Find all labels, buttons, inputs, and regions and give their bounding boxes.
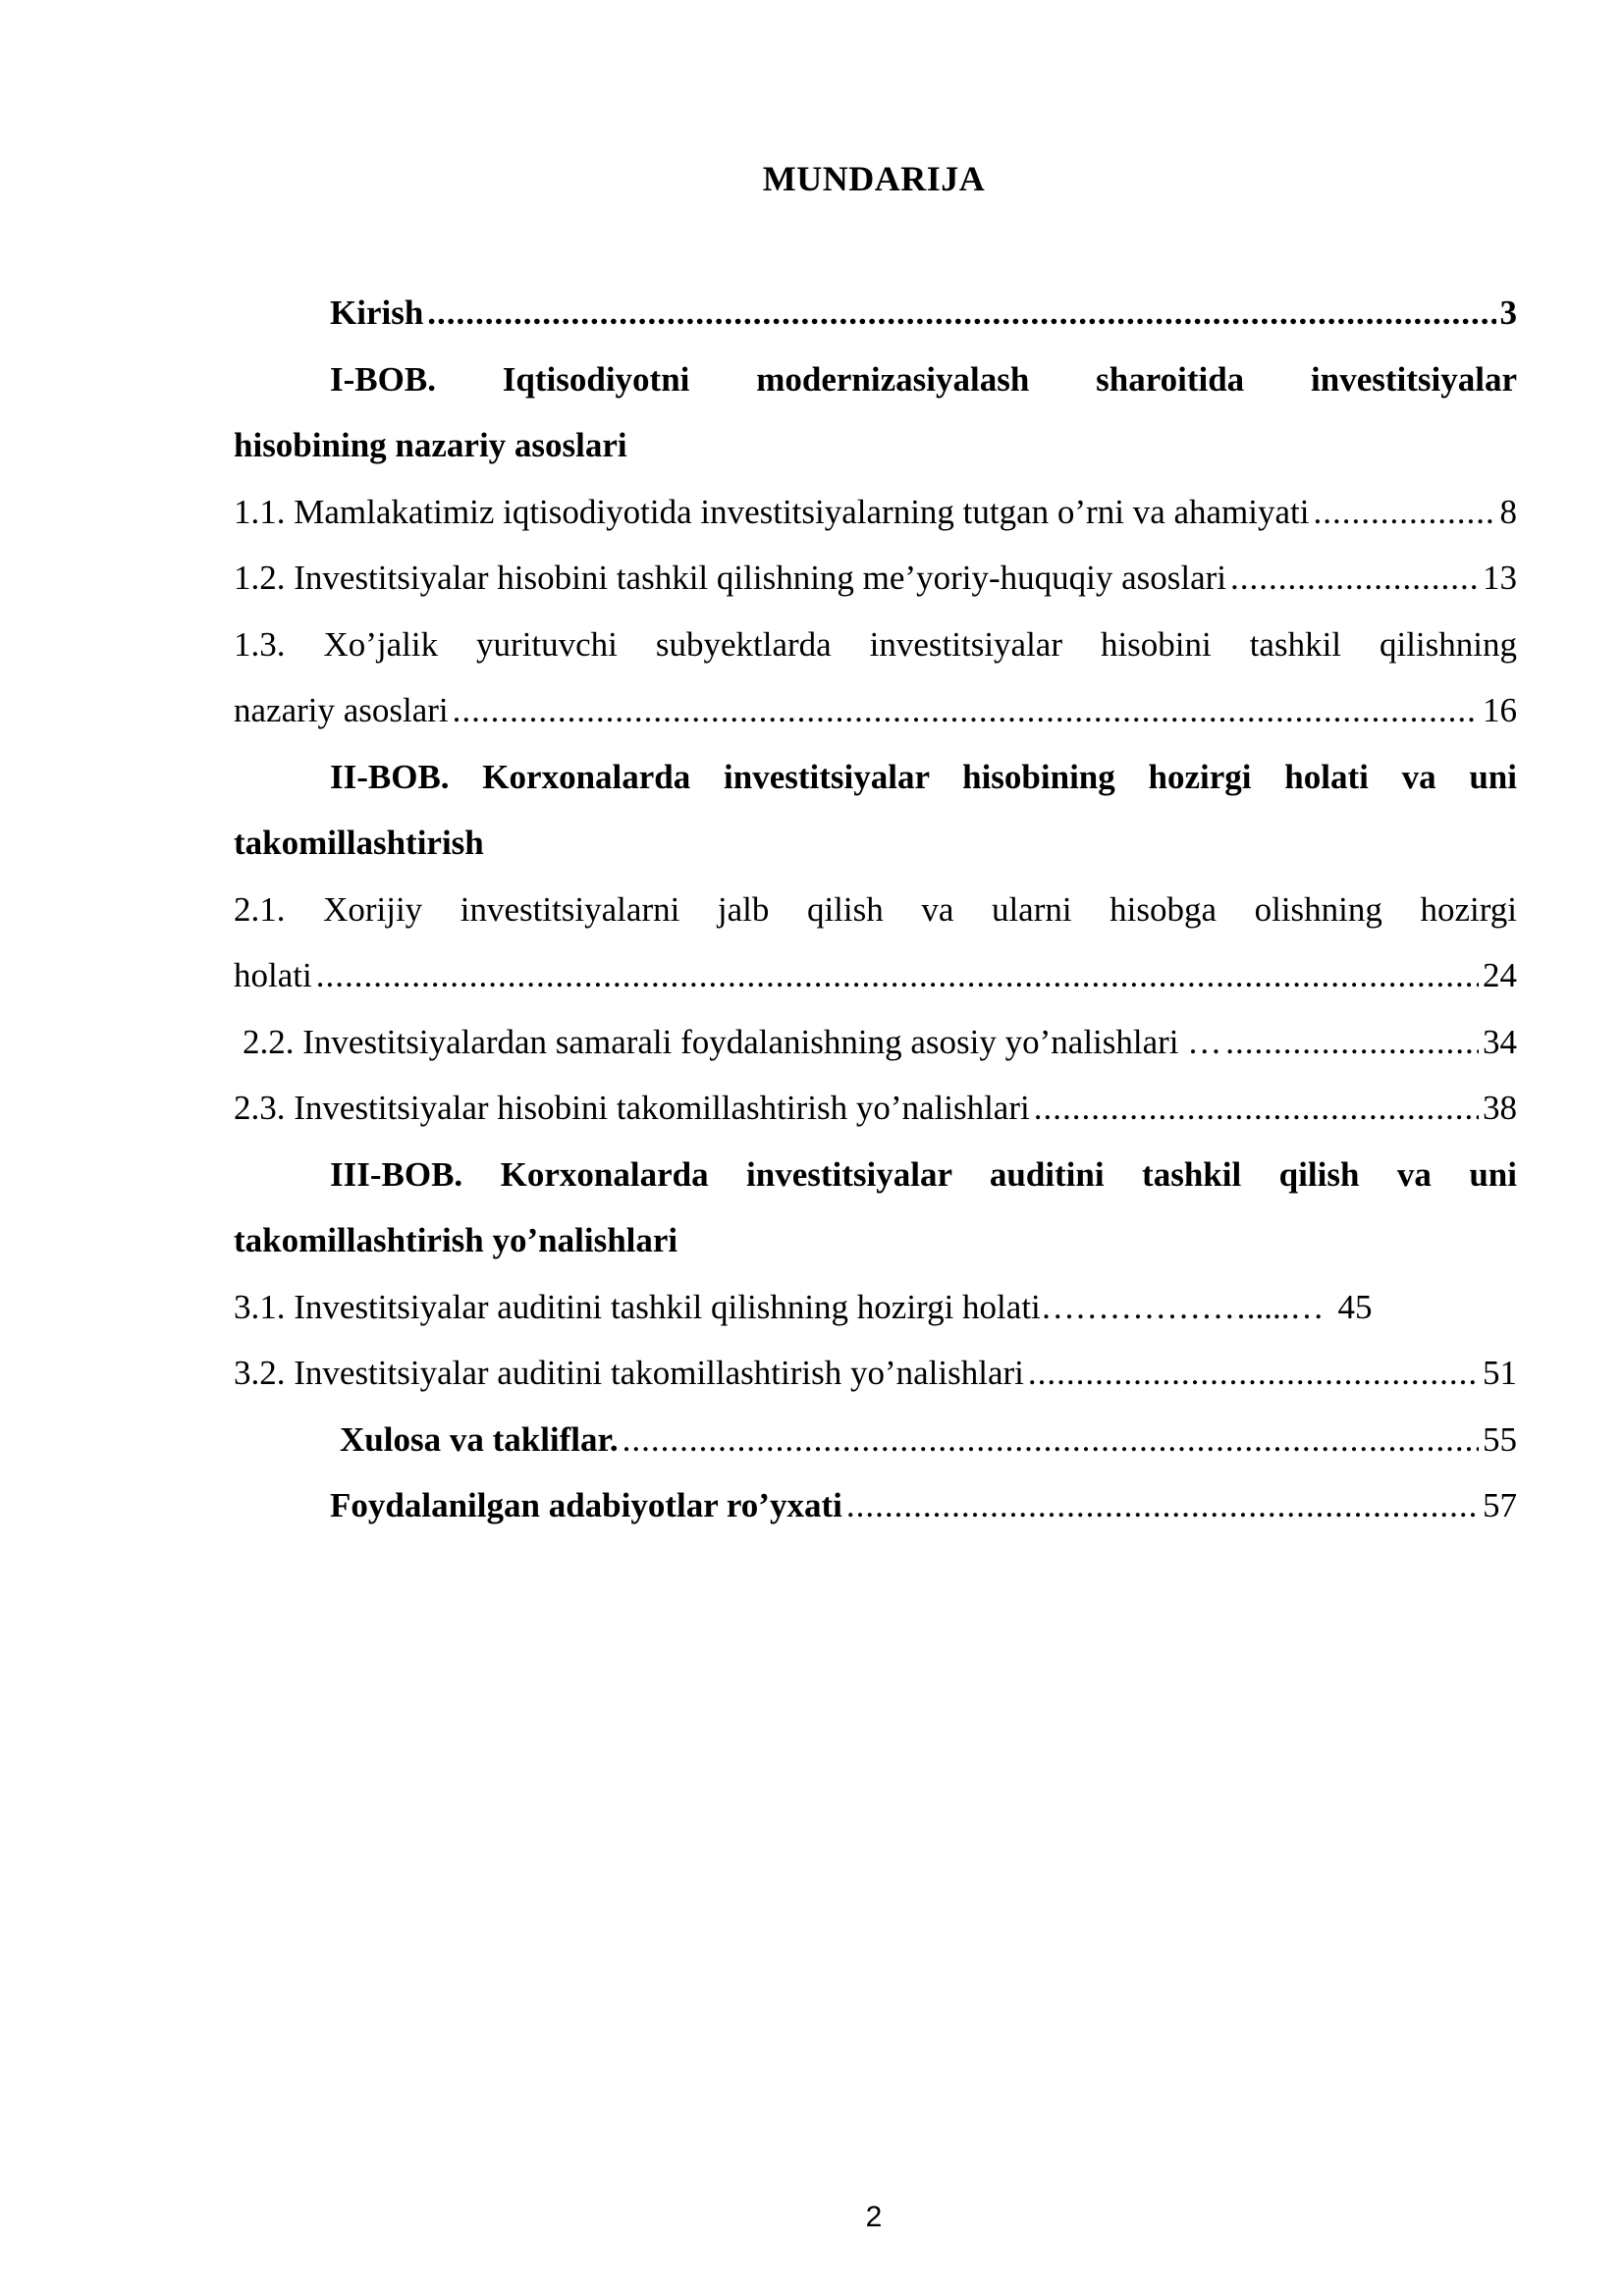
toc-entry-2-1-cont[interactable] [234,942,1517,1009]
dot-leader [1028,1340,1479,1407]
toc-entry-page: 38 [1483,1089,1517,1127]
dot-leader [623,1407,1479,1473]
toc-entry-1-1[interactable] [234,479,1517,546]
dot-leader [1230,545,1479,612]
toc-entry-label: holati [234,956,312,994]
dot-leader [1313,479,1495,546]
toc-entry-label: 2.2. Investitsiyalardan samarali foydalanishning asosiy yo’nalishlari … [243,1022,1222,1061]
dot-leader [316,942,1479,1009]
toc-entry-page: 24 [1483,956,1517,994]
toc-entry-page: 34 [1483,1022,1517,1061]
toc-entry-page: 16 [1483,691,1517,729]
dot-leader [1034,1075,1479,1142]
toc-entry-xulosa[interactable] [234,1407,1517,1473]
toc-entry-3-2[interactable] [234,1340,1517,1407]
toc-entry-page: 3 [1499,294,1517,332]
toc-chapter-3-heading-cont[interactable]: takomillashtirish yo’nalishlari [234,1221,678,1259]
dot-leader [1225,1009,1479,1076]
toc-entry-label: 3.1. Investitsiyalar auditini tashkil qilishning hozirgi holati……………….....… [234,1287,1325,1326]
page-title: MUNDARIJA [762,159,986,198]
toc-entry-kirish[interactable] [234,280,1517,347]
toc-chapter-2-heading-cont[interactable]: takomillashtirish [234,824,484,862]
toc-entry-1-3[interactable]: 1.3. Xo’jalik yurituvchi subyektlarda investitsiyalar hisobini tashkil qilishning [234,624,1517,664]
toc-entry-2-3[interactable] [234,1075,1517,1142]
dot-leader [846,1472,1479,1539]
toc-entry-page: 45 [1337,1287,1373,1326]
toc-entry-label: 3.2. Investitsiyalar auditini takomillashtirish yo’nalishlari [234,1354,1024,1392]
toc-chapter-3-heading[interactable]: III-BOB. Korxonalarda investitsiyalar auditini tashkil qilish va uni [330,1154,1517,1194]
toc-chapter-1-heading[interactable]: I-BOB. Iqtisodiyotni modernizasiyalash sharoitida investitsiyalar [330,359,1517,399]
toc-entry-label: Foydalanilgan adabiyotlar ro’yxati [330,1486,842,1524]
toc-entry-label: 1.2. Investitsiyalar hisobini tashkil qilishning me’yoriy-huquqiy asoslari [234,559,1227,597]
toc-entry-label: 2.3. Investitsiyalar hisobini takomillashtirish yo’nalishlari [234,1089,1030,1127]
toc-entry-label: Xulosa va takliflar. [340,1419,619,1459]
toc-entry-adabiyotlar[interactable] [234,1472,1517,1539]
toc-entry-page: 51 [1483,1354,1517,1392]
toc-entry-page: 57 [1483,1486,1517,1524]
table-of-contents [234,280,1517,1539]
toc-entry-page: 8 [1499,492,1517,531]
page-number: 2 [865,2201,883,2233]
dot-leader [427,280,1495,347]
toc-entry-1-2[interactable] [234,545,1517,612]
toc-entry-page: 55 [1483,1419,1517,1459]
toc-entry-label: nazariy asoslari [234,691,449,729]
toc-chapter-1-heading-cont[interactable]: hisobining nazariy asoslari [234,426,627,464]
toc-entry-page: 13 [1483,559,1517,597]
dot-leader [453,677,1479,744]
toc-entry-2-2[interactable] [234,1009,1517,1076]
toc-entry-1-3-cont[interactable] [234,677,1517,744]
toc-entry-label: Kirish [330,294,424,332]
toc-entry-label: 1.1. Mamlakatimiz iqtisodiyotida investitsiyalarning tutgan o’rni va ahamiyati [234,492,1310,531]
toc-entry-2-1[interactable]: 2.1. Xorijiy investitsiyalarni jalb qilish va ularni hisobga olishning hozirgi [234,889,1517,929]
toc-chapter-2-heading[interactable]: II-BOB. Korxonalarda investitsiyalar hisobining hozirgi holati va uni [330,757,1517,796]
toc-entry-3-1[interactable] [234,1274,1517,1341]
